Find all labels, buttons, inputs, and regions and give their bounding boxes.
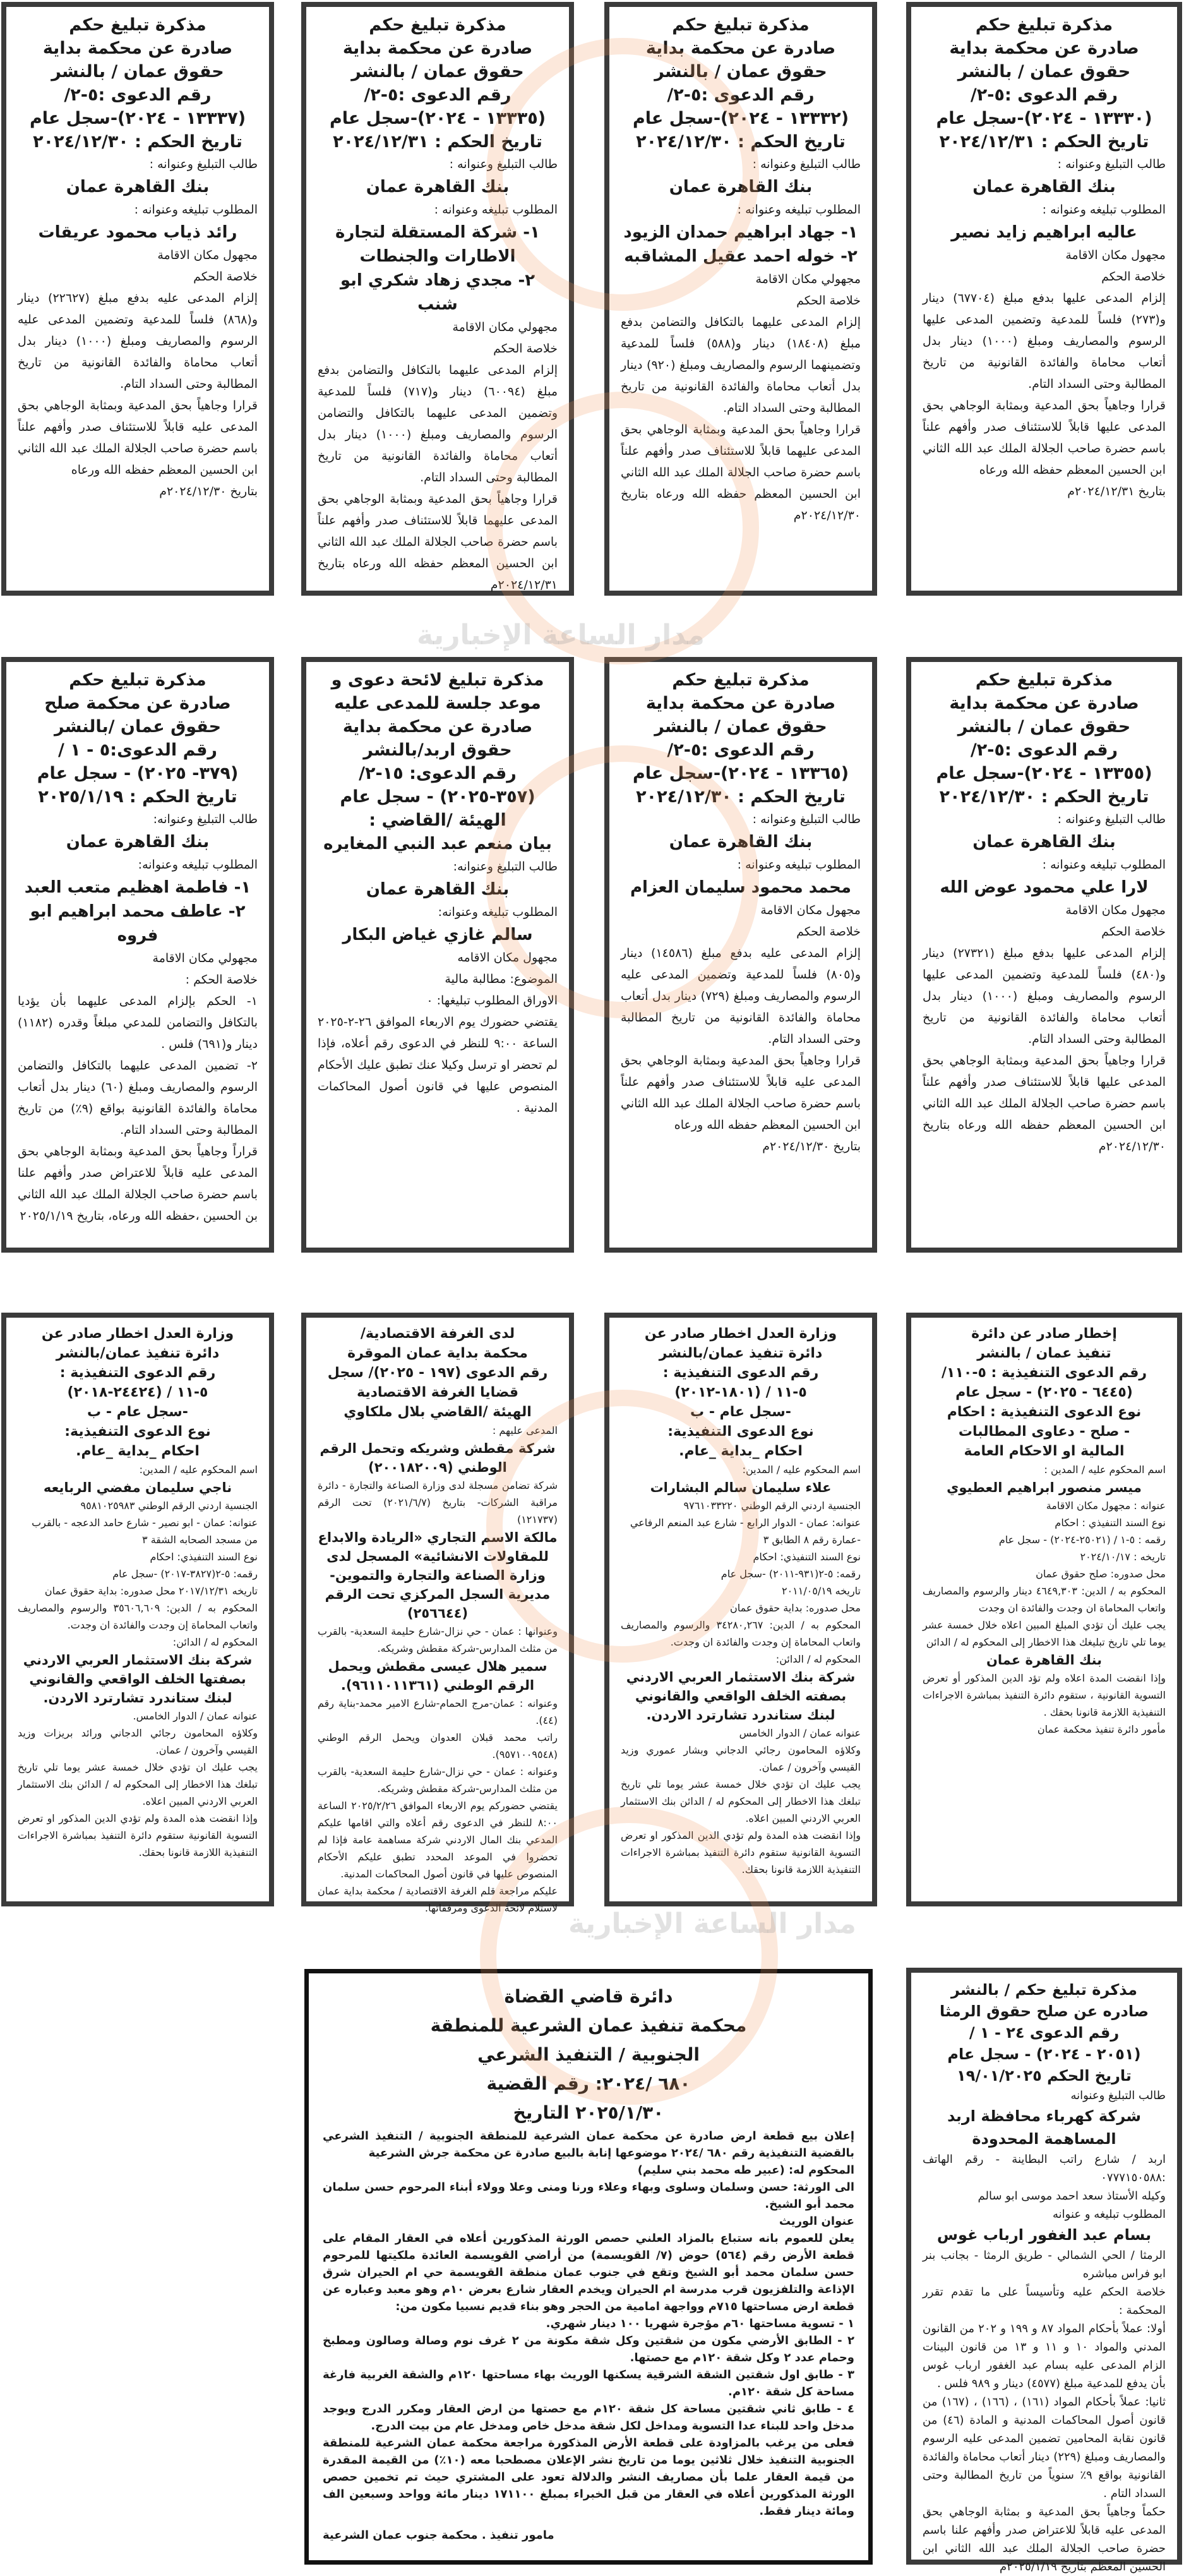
notice-heading-line: حقوق عمان /بالنشر <box>54 717 222 737</box>
notice-heading-line: -سجل عام - ب <box>87 1404 188 1420</box>
body-paragraph: عنوانه عمان / الدوار الخامس. <box>133 1710 258 1722</box>
notice-heading-line: نوع الدعوى التنفيذية : احكام <box>947 1404 1142 1420</box>
field-label: المطلوب تبليغه وعنوانه : <box>134 203 258 217</box>
notice-heading-line: صادرة عن محكمة بداية <box>342 39 533 58</box>
field-label: المطلوب تبليغه وعنوانه : <box>737 858 861 872</box>
legal-notice <box>1 1313 274 1906</box>
body-paragraph: قرارا وجاهياً بحق المدعية وبمثابة الوجاهي بحق المدعى عليها قابلاً للاستئناف صدر وأفهم علناً باسم حضرة صاحب الجلالة الملك عبد الله الثاني ابن الحسين المعظم حفظه الله ورعاه <box>923 399 1166 477</box>
party-name: شركة بنك الاستثمار العربي الاردني بصفتها الخلف الواقعي والقانوني لبنك ستاندرد تشارترد الاردن. <box>23 1652 253 1706</box>
party-name: ٢- مجدي زهاد شكري ابو شنب <box>340 271 535 314</box>
field-label: نوع السند التنفيذي: احكام <box>753 1551 861 1563</box>
field-label: مجهول مكان الاقامة <box>1065 903 1166 917</box>
notice-heading-line: حقوق عمان / بالنشر <box>351 62 524 81</box>
field-label: تاريخه ٢٠١١/٠٥/١٩ <box>781 1585 861 1597</box>
party-name: بنك القاهرة عمان <box>669 178 813 196</box>
field-label: المطلوب تبليغه وعنوانه : <box>434 203 558 217</box>
notice-heading-line: تاريخ الحكم : ٢٠٢٥/١/١٩ <box>38 787 237 807</box>
notice-heading-line: وزارة العدل اخطار صادر عن <box>644 1326 837 1342</box>
field-label: المطلوب تبليغه وعنوانه: <box>438 905 558 919</box>
field-label: الجنسية اردني الرقم الوطني ٩٥٨١٠٢٥٩٨٣ <box>80 1500 258 1512</box>
legal-notice <box>604 657 877 1253</box>
notice-heading-line: نوع الدعوى التنفيذية: <box>667 1424 814 1440</box>
field-label: نوع السند التنفيذي: احكام <box>150 1551 258 1563</box>
body-paragraph: ١- الحكم بإلزام المدعى عليهما بأن يؤديا بالتكافل والتضامن للمدعي مبلغاً وقدره (١١٨٢) دينار و(٦٩١) فلس . <box>18 994 258 1051</box>
field-label: مجهول مكان الاقامة <box>157 248 258 262</box>
body-paragraph: يجب عليك أن تؤدي المبلغ المبين اعلاه خلال خمسة عشر يوما تلي تاريخ تبليغك هذا الاخطار إلى المحكوم له / الدائن <box>923 1619 1166 1648</box>
notice-heading-line: الهيئة /القاضي بلال ملكاوي <box>344 1404 532 1420</box>
party-name: ميسر منصور ابراهيم العطيوي <box>947 1480 1142 1495</box>
body-paragraph: عليكم مراجعة قلم الغرفة الاقتصادية / محكمة بداية عمان لاستلام لائحة الدعوى ومرفقاتها. <box>318 1885 558 1914</box>
notice-heading-line: تاريخ الحكم : ٢٠٢٤/١٢/٣١ <box>333 132 542 152</box>
notice-heading-line: ٥-١١ / (٢٤٤٢٤-٢٠١٨) <box>67 1385 208 1400</box>
body-paragraph: إلزام المدعى عليهما بالتكافل والتضامن بدفع مبلغ (١٨٤٠٨) دينار و(٥٨٨) فلساً للمدعية وتضمينهما الرسوم والمصاريف ومبلغ (٩٢٠) دينار بدل أتعاب محاماة والفائدة القانونية من تاريخ المطالبة وحتى السداد التام. <box>621 315 861 415</box>
field-label: تاريخه ٢٠١٧/١٢/٣١ محل صدوره: بداية حقوق عمان <box>44 1585 258 1597</box>
notice-heading-line: احكام _بداية _عام. <box>679 1443 803 1459</box>
notice-heading-line: صادرة عن محكمة بداية <box>949 39 1139 58</box>
body-paragraph: حكماً وجاهياً بحق المدعية و بمثابة الوجاهي بحق المدعى عليه قابلاً للاعتراض صدر وأفهم علنا باسم حضرة صاحب الجلالة الملك عبد الله الثاني ابن الحسين المعظم بتاريخ ٢٠٢٥/١/١٩م <box>923 2505 1166 2573</box>
watermark-logo-text: مدار الساعة الإخبارية <box>417 619 705 651</box>
field-label: خلاصة الحكم <box>193 270 258 284</box>
notice-heading-line: (١٣٣٣٢ - ٢٠٢٤)-سجل عام <box>632 109 849 128</box>
notice-heading-line: مذكرة تبليغ حكم / بالنشر <box>950 1981 1138 1999</box>
body-paragraph: قرارا وجاهياً بحق المدعية وبمثابة الوجاهي بحق المدعى عليهما قابلاً للاستئناف صدر وأفهم علناً باسم حضرة صاحب الجلالة الملك عبد الله الثاني ابن الحسين المعظم حفظه الله ورعاه بتاريخ ٢٠٢٤/١٢/٣١م <box>318 492 558 592</box>
notice-heading-line: رقم الدعوى التنفيذية : <box>59 1365 216 1381</box>
notice-heading-line: الجنوبية / التنفيذ الشرعي <box>477 2044 700 2065</box>
notice-heading-line: رقم الدعوى: ١٥-٢/ <box>359 764 517 783</box>
notice-heading-line: (٣٧٩- ٢٠٢٥) - سجل عام <box>37 764 239 783</box>
body-paragraph: وعنوانها : عمان - حي نزال-شارع حليمة السعدية- بالقرب من مثلث المدارس-شركة مقطش وشريكه. <box>318 1625 558 1654</box>
party-name: لارا علي محمود عوض الله <box>940 878 1149 897</box>
notice-heading-line: رقم الدعوى :٥-٢/ <box>667 85 815 105</box>
field-label: الاوراق المطلوب تبليغها: ٠ <box>426 994 558 1008</box>
party-name: شركة كهرباء محافظة اربد المساهمة المحدودة <box>947 2107 1141 2148</box>
notice-heading-line: مذكرة تبليغ حكم <box>975 670 1113 690</box>
notice-heading-line: (١٣٣٦٥ - ٢٠٢٤)-سجل عام <box>632 764 849 783</box>
notice-heading-line: محكمة تنفيذ عمان الشرعية للمنطقة <box>430 2015 747 2036</box>
field-label: نوع السند التنفيذي : احكام <box>1055 1517 1166 1529</box>
notice-heading-line: حقوق عمان / بالنشر <box>654 62 827 81</box>
field-label: عنوانه: عمان - ابو نصير - شارع حامد الدعجه - بالقرب من مسجد الصحابه الشقة ٣ <box>32 1517 258 1546</box>
body-paragraph: قرارا وجاهياً بحق المدعية وبمثابة الوجاهي بحق المدعى عليه قابلاً للاستئناف صدر وأفهم علناً باسم حضرة صاحب الجلالة الملك عبد الله الثاني ابن الحسين المعظم حفظه الله ورعاه <box>621 1054 861 1132</box>
party-name: سالم غازي غياض البكار <box>342 925 533 944</box>
notice-heading-line: تنفيذ عمان / بالنشر <box>977 1345 1111 1361</box>
party-name: ١- فاطمة اهظيم متعب العبد <box>24 878 251 897</box>
field-label: مأمور دائرة تنفيذ محكمة عمان <box>1037 1723 1166 1735</box>
field-label: طالب التبليغ وعنوانه : <box>1057 157 1166 171</box>
notice-heading-line: مذكرة تبليغ حكم <box>69 670 206 690</box>
notice-heading-line: -سجل عام - ب <box>690 1404 791 1420</box>
body-paragraph: وكلاؤه المحامون رجائي الدجاني وبشار عموري وزيد القيسي وآخرون / عمان. <box>621 1744 861 1773</box>
party-name: بنك القاهرة عمان <box>66 833 210 852</box>
body-paragraph: وعنوانه : عمان-مرج الحمام-شارع الامير محمد-بناية رقم (٤٤). <box>318 1697 558 1726</box>
body-paragraph: وكلاؤه المحامون رجائي الدجاني ورائد بريزات وزيد القيسي وآخرون / عمان. <box>18 1727 258 1756</box>
party-name: محمد محمود سليمان العزام <box>630 878 852 897</box>
field-label: المطلوب تبليغه وعنوانه: <box>138 858 258 872</box>
field-label: طالب التبليغ وعنوانه : <box>752 157 861 171</box>
legal-notice <box>906 1313 1182 1906</box>
party-name: بنك القاهرة عمان <box>972 178 1116 196</box>
field-label: طالب التبليغ وعنوانه : <box>752 812 861 826</box>
body-paragraph: إلزام المدعى عليهما بالتكافل والتضامن بدفع مبلغ (٦٠٠٩٤) دينار و(٧١٧) فلساً للمدعية وتضمين المدعى عليهما بالتكافل والتضامن الرسوم والمصاريف ومبلغ (١٠٠٠) دينار بدل أتعاب محاماة والفائدة القانونية من تاريخ المطالبة وحتى السداد التام. <box>318 363 558 485</box>
legal-notice <box>1 657 274 1253</box>
body-paragraph: وإذا انقضت المدة اعلاه ولم تؤد الدين المذكور أو تعرض التسوية القانونية ، ستقوم دائرة التنفيذ بمباشرة الاجراءات التنفيذية اللازمة قانونا بحقك . <box>923 1672 1166 1718</box>
field-label: رقمه : ٥-١ / (٢٥٠٢١-٢٠٢٤) - سجل عام <box>998 1534 1166 1546</box>
body-paragraph: وإذا انقضت هذه المدة ولم تؤدي الدين المذكور او تعرض التسوية القانونية ستقوم دائرة التنفيذ بمباشرة الاجراءات التنفيذية اللازمة قانونا بحقك. <box>18 1812 258 1858</box>
party-name: شركة مقطش وشريكه وتحمل الرقم الوطني (٢٠٠١٨٢٠٠٩) <box>320 1441 556 1475</box>
notice-heading-line: رقم الدعوى :٥-٢/ <box>364 85 511 105</box>
body-paragraph: قرارا وجاهياً بحق المدعية وبمثابة الوجاهي بحق المدعى عليهما قابلاً للاستئناف صدر وأفهم علناً باسم حضرة صاحب الجلالة الملك عبد الله الثاني ابن الحسين المعظم حفظه الله ورعاه بتاريخ ٢٠٢٤/١٢/٣٠م <box>621 423 861 522</box>
notice-heading-line: تاريخ الحكم : ٢٠٢٤/١٢/٣٠ <box>33 132 242 152</box>
field-label: خلاصة الحكم : <box>185 973 258 987</box>
field-label: رقمه: ٥-٢(٣٨٢٧-٢٠١٧) -سجل عام <box>112 1568 258 1580</box>
field-label: خلاصة الحكم <box>796 925 861 939</box>
notice-heading-line: حقوق عمان / بالنشر <box>957 717 1131 737</box>
notice-heading-line: تاريخ الحكم : ٢٠٢٤/١٢/٣٠ <box>636 132 846 152</box>
notice-heading-line: رقم الدعوى :٥-٢/ <box>970 85 1118 105</box>
party-name: بنك القاهرة عمان <box>986 1652 1102 1668</box>
notice-heading-line: رقم الدعوى (١٩٧ - ٢٠٢٥)/ سجل <box>327 1365 548 1381</box>
body-paragraph: يجب عليك ان تؤدي خلال خمسة عشر يوما تلي تاريخ تبلغك هذا الاخطار إلى المحكوم له / الدائن بنك الاستثمار العربي الاردني المبين اعلاه. <box>18 1761 258 1807</box>
field-label: اسم المحكوم عليه / المدين: <box>139 1464 258 1476</box>
field-label: اسم المحكوم عليه / المدين : <box>1044 1464 1166 1476</box>
field-label: المحكوم له / الدائن: <box>172 1636 258 1648</box>
body-paragraph: إلزام المدعى عليه بدفع مبلغ (٢٢٦٢٧) دينار و(٨٦٨) فلساً للمدعية وتضمين المدعى عليه الرسوم والمصاريف ومبلغ (١٠٠٠) دينار بدل أتعاب محاماة والفائدة القانونية من تاريخ المطالبة وحتى السداد التام. <box>18 291 258 391</box>
body-paragraph: المحكوم به / الدين: ٤٦٤٩,٣٠٣ دينار والرسوم والمصاريف واتعاب المحاماة ان وجدت والفائدة ان وجدت <box>923 1585 1166 1614</box>
body-paragraph: المحكوم به / الدين: ٣٥٦٠٦,٦٠٩ والرسوم والمصاريف واتعاب المحاماة إن وجدت والفائدة ان وجدت. <box>18 1602 258 1631</box>
notice-heading-line: (١٣٣٣٧ - ٢٠٢٤)-سجل عام <box>29 109 246 128</box>
party-name: ٢- عاطف محمد ابراهيم ابو فروه <box>30 902 246 945</box>
field-label: خلاصة الحكم <box>1101 270 1166 284</box>
field-label: المحكوم له / الدائن: <box>775 1653 861 1665</box>
field-label: الموضوع: مطالبة مالية <box>445 972 558 986</box>
body-paragraph: المحكوم له: (عبير طه محمد بني سليم) <box>637 2164 854 2177</box>
notice-heading-line: محكمة بداية عمان الموقرة <box>347 1345 528 1361</box>
field-label: محل صدوره: بداية حقوق عمان <box>730 1602 861 1614</box>
party-name: علاء سليمان سالم البشارات <box>650 1480 832 1495</box>
notice-heading-line: دائرة تنفيذ عمان/بالنشر <box>659 1345 823 1361</box>
field-label: المطلوب تبليغه وعنوانه : <box>1042 858 1166 872</box>
field-label: طالب التبليغ وعنوانه: <box>153 812 258 826</box>
notice-heading-line: تاريخ الحكم : ٢٠٢٤/١٢/٣١ <box>939 132 1149 152</box>
field-label: الجنسية اردني الرقم الوطني ٩٧٦١٠٣٣٢٢٠ <box>683 1500 861 1512</box>
field-label: المدعى عليهم : <box>492 1424 558 1436</box>
field-label: بتاريخ ٢٠٢٤/١٢/٣٠م <box>762 1140 861 1153</box>
notice-heading-line: صادرة عن محكمة بداية <box>645 39 836 58</box>
notice-heading-line: حقوق عمان / بالنشر <box>654 717 827 737</box>
legal-notice <box>301 2 574 596</box>
notice-heading-line: صادره عن صلح حقوق الرمثا <box>939 2002 1149 2020</box>
legal-notice <box>906 1968 1182 2573</box>
notice-heading-line: صادرة عن محكمة بداية <box>42 39 233 58</box>
notice-heading-line: - صلح - دعاوى المطالبات <box>958 1424 1130 1440</box>
field-label: طالب التبليغ وعنوانه : <box>1057 812 1166 826</box>
field-label: خلاصة الحكم <box>493 342 558 356</box>
notice-heading-line: رقم الدعوى :٥-٢/ <box>667 740 815 760</box>
body-paragraph: خلاصة الحكم عليه وتأسيساً على ما تقدم تقرر المحكمة : <box>923 2285 1166 2317</box>
field-label: المطلوب تبليغه وعنوانه : <box>1042 203 1166 217</box>
notice-heading-line: دائرة قاضي القضاة <box>504 1986 673 2007</box>
notice-heading-line: حقوق اربد/بالنشر <box>363 740 512 760</box>
field-label: خلاصة الحكم <box>796 294 861 308</box>
body-paragraph: إلزام المدعى عليها بدفع مبلغ (٢٧٣٢١) دينار و(٤٨٠) فلساً للمدعية وتضمين المدعى عليها الرسوم والمصاريف ومبلغ (١٠٠٠) دينار بدل أتعاب محاماة والفائدة القانونية من تاريخ المطالبة وحتى السداد التام. <box>923 946 1166 1046</box>
body-paragraph: راتب محمد قبلان العدوان ويحمل الرقم الوطني (٩٥٧١٠٠٩٥٤٨). <box>318 1731 558 1760</box>
notice-heading-line: (٣٥٧-٢٠٢٥) - سجل عام <box>340 787 535 807</box>
body-paragraph: فعلى من يرغب بالمزاودة على قطعة الأرض المذكورة مراجعة محكمة عمان الشرعية للمنطقة الجنوبية التنفيذ خلال ثلاثين يوما من تاريخ نشر الإعلان مصطحبا معه (١٠٪) من القيمة المقدرة من قيمة العقار علما بأن مصاريف النشر والدلالة تعود على المشتري حيث تم تخمين حصص الورثة المذكورين أعلاه في العقار من قبل الخبراء بمبلغ ١٧١١٠٠ دينار مائة وواحد وسبعين الف ومائة دينار فقط. <box>323 2436 854 2518</box>
party-name: مالكة الاسم التجاري «الريادة والابداع للمقاولات الانشائية» المسجل لدى وزارة الصناعة والتجارة والتموين- مديرية السجل المركزي تحت الرقم (٢٥٦٦٤٤) <box>318 1530 558 1621</box>
party-name: شركة بنك الاستثمار العربي الاردني بصفته الخلف الواقعي والقانوني لبنك ستاندرد تشارترد الاردن. <box>626 1670 856 1723</box>
field-label: تاريخه : ٢٠٢٤/١٠/١٧ <box>1080 1551 1166 1563</box>
notice-heading-line: الهيئة /القاضي : <box>369 810 506 830</box>
body-paragraph: إلزام المدعى عليها بدفع مبلغ (٦٧٧٠٤) دينار و(٢٧٣) فلساً للمدعية وتضمين المدعى عليها الرسوم والمصاريف ومبلغ (١٠٠٠) دينار بدل أتعاب محاماة والفائدة القانونية من تاريخ المطالبة وحتى السداد التام. <box>923 291 1166 391</box>
notice-heading-line: المالية او الاحكام العامة <box>964 1443 1125 1459</box>
notice-heading-line: صادرة عن محكمة صلح <box>44 694 231 713</box>
notice-heading-line: مذكرة تبليغ حكم <box>672 15 810 35</box>
field-label: خلاصة الحكم <box>1101 925 1166 939</box>
body-paragraph: ٢- تضمين المدعى عليهما بالتكافل والتضامن الرسوم والمصاريف ومبلغ (٦٠) دينار بدل أتعاب محاماة والفائدة القانونية بواقع (٩٪) من تاريخ المطالبة وحتى السداد التام. <box>18 1059 258 1137</box>
legal-notice <box>906 2 1182 596</box>
field-label: عنوانه: عمان - الدوار الرابع - شارع عبد المنعم الرفاعي -عمارة رقم ٨ الطابق ٣ <box>630 1517 861 1546</box>
field-label: مجهولي مكان الاقامة <box>152 951 258 965</box>
notice-heading-line: تاريخ الحكم ١٩/٠١/٢٠٢٥ <box>957 2067 1132 2085</box>
body-paragraph: قرارا وجاهياً بحق المدعية وبمثابة الوجاهي بحق المدعى عليه قابلاً للاستئناف صدر وأفهم علناً باسم حضرة صاحب الجلالة الملك عبد الله الثاني ابن الحسين المعظم حفظه الله ورعاه <box>18 399 258 477</box>
notice-heading-line: احكام _بداية _عام. <box>76 1443 200 1459</box>
party-name: بيان منعم عبد النبي المغايره <box>323 834 552 853</box>
notice-heading-line: (٦٤٤٥ - ٢٠٢٥) - سجل عام <box>955 1385 1133 1400</box>
body-paragraph: وكيله الأستاذ سعد احمد موسى ابو سالم <box>978 2189 1166 2203</box>
notice-heading-line: لدى الغرفة الاقتصادية/ <box>360 1326 515 1342</box>
notice-heading-line: رقم الدعوى :٥-٢/ <box>64 85 212 105</box>
field-label: بتاريخ ٢٠٢٤/١٢/٣٠م <box>159 485 258 498</box>
legal-notice <box>301 1313 574 1914</box>
legal-notice <box>906 657 1182 1253</box>
party-name: عاليه ابراهيم زايد نصير <box>951 223 1137 242</box>
notice-heading-line: نوع الدعوى التنفيذية: <box>64 1424 211 1440</box>
notice-heading-line: حقوق عمان / بالنشر <box>51 62 224 81</box>
body-paragraph: عنوان الوريث <box>779 2215 854 2228</box>
body-paragraph: إعلان بيع قطعة ارض صادرة عن محكمة عمان الشرعية للمنطقة الجنوبية / التنفيذ الشرعي بالقضية التنفيذية رقم ٦٨٠ /٢٠٢٤ موضوعها إنابة بالبيع صادرة عن محكمة جرش الشرعية <box>323 2129 854 2160</box>
field-label: مجهول مكان الاقامة <box>1065 248 1166 262</box>
body-paragraph: عنوانه عمان / الدوار الخامس <box>739 1727 861 1739</box>
party-name: ١- جهاد ابراهيم حمدان الزيود <box>623 223 858 242</box>
field-label: اسم المحكوم عليه / المدين: <box>742 1464 861 1476</box>
field-label: مجهول مكان الاقامه <box>457 951 558 965</box>
notice-heading-line: مذكرة تبليغ لائحة دعوى و <box>331 670 544 690</box>
party-name: بنك القاهرة عمان <box>366 880 510 899</box>
body-paragraph: قراراً وجاهياً بحق المدعية وبمثابة الوجاهي بحق المدعى عليه قابلاً للاعتراض صدر وأفهم علنا باسم حضرة صاحب الجلالة الملك عبد الله الثاني بن الحسين ،حفظه الله ورعاه، بتاريخ ٢٠٢٥/١/١٩ <box>18 1145 258 1223</box>
notice-heading-line: مذكرة تبليغ حكم <box>975 15 1113 35</box>
notice-heading-line: مذكرة تبليغ حكم <box>672 670 810 690</box>
field-label: المطلوب تبليغه وعنوانه : <box>737 203 861 217</box>
notice-heading-line: صادرة عن محكمة بداية <box>342 717 533 737</box>
body-paragraph: قرارا وجاهياً بحق المدعية وبمثابة الوجاهي بحق المدعى عليها قابلاً للاستئناف صدر وأفهم علناً باسم حضرة صاحب الجلالة الملك عبد الله الثاني ابن الحسين المعظم حفظه الله ورعاه بتاريخ ٢٠٢٤/١٢/٣٠م <box>923 1054 1166 1153</box>
notice-heading-line: رقم الدعوى ٢٤ - ١ / <box>969 2024 1120 2042</box>
body-paragraph: ٤ - طابق ثاني شقتين مساحة كل شقة ١٢٠م مع حصتها من ارض العقار ومكرر الدرج ويوجد مدخل واحد للبناء عدا التسوية ومداخل لكل شقة مدخل خاص ومدخل عام من بيت الدرج. <box>323 2402 854 2433</box>
legal-notice <box>1 2 274 596</box>
notice-heading-line: وزارة العدل اخطار صادر عن <box>41 1326 234 1342</box>
party-name: بسام عبد الغفور ارباب غوس <box>936 2226 1152 2244</box>
party-name: بنك القاهرة عمان <box>66 178 210 196</box>
party-name: بنك القاهرة عمان <box>972 833 1116 852</box>
body-paragraph: يعلن للعموم بانه ستباع بالمزاد العلني حصص الورثة المذكورين أعلاه في العقار المقام على قطعة الأرض رقم (٥٦٤) حوض (٧/ القويسمة) من أراضي القويسمة العائدة ملكيتها للمرحوم حسن سلمان محمد أبو الشيخ وتقع في جنوب عمان منطقة القويسمة حي ام الحيران شرق الإذاعة والتلفزيون قرب مدرسة ام الحيران ويخدم العقار شارع بعرض ١٠م وهو معبد وعباره عن قطعة ارض مساحتها ٧١٥م وواجهة امامية من الحجر وهو بناء قديم نسبيا مكون من: <box>323 2232 854 2313</box>
notice-heading-line: صادرة عن محكمة بداية <box>645 694 836 713</box>
field-label: مجهول مكان الاقامة <box>760 903 861 917</box>
notice-heading-line: رقم الدعوى:٥ - ١ / <box>58 740 217 760</box>
notice-heading-line: ٥-١١ / (١٨٠١-٢٠١٢) <box>674 1385 807 1400</box>
notice-heading-line: مذكرة تبليغ حكم <box>369 15 506 35</box>
body-paragraph: ١ - تسوية مساحتها ٦٠م مؤجرة شهريا ١٠٠ دينار شهري. <box>546 2317 854 2330</box>
field-label: طالب التبليغ وعنوانه: <box>453 860 558 874</box>
body-paragraph: ثانيا: عملاً بأحكام المواد (١٦١) ، (١٦٦) ، (١٦٧) من قانون أصول المحاكمات المدنية و المادة (٤٦) من قانون نقابة المحامين تضمين المدعى عليه الرسوم والمصاريف ومبلغ (٢٢٩) دينار أتعاب محاماة والفائدة القانونية بواقع ٩٪ سنوياً من تاريخ المطالبة وحتى السداد التام . <box>923 2395 1166 2500</box>
field-label: محل صدوره: صلح حقوق عمان <box>1036 1568 1166 1580</box>
party-name: بنك القاهرة عمان <box>669 833 813 852</box>
party-name: ناجي سليمان مفضي الربايعه <box>43 1480 232 1495</box>
body-paragraph: الى الورثة: حسن وسلمان وسلوى وبهاء وعلاء ورنا ومنى وعلا وولاء أبناء المرحوم حسن سلمان محمد أبو الشيخ. <box>323 2181 854 2211</box>
notice-heading-line: قضايا الغرفة الاقتصادية <box>357 1385 518 1400</box>
notice-heading-line: تاريخ الحكم : ٢٠٢٤/١٢/٣٠ <box>939 787 1149 807</box>
notice-heading-line: دائرة تنفيذ عمان/بالنشر <box>56 1345 220 1361</box>
legal-notice <box>304 1969 873 2565</box>
watermark-logo-text: مدار الساعة الإخبارية <box>568 1908 856 1940</box>
party-name: سمير هلال عيسى مقطش ويحمل الرقم الوطني (٩٦١١٠١١٣٦١). <box>328 1659 547 1693</box>
body-paragraph: اربد / شارع راتب البطاينة - رقم الهاتف :٠٧٧٧١٥٠٥٨٨ <box>923 2153 1166 2184</box>
body-paragraph: ٣ - طابق اول شقتين الشقة الشرقية يسكنها الوريث بهاء مساحتها ١٢٠م والشقة الغربية فارغة مساحة كل شقة ١٢٠م. <box>323 2368 854 2398</box>
field-label: طالب التبليغ وعنوانه : <box>449 157 558 171</box>
field-label: بتاريخ ٢٠٢٤/١٢/٣١م <box>1067 485 1166 498</box>
field-label: طالب التبليغ وعنوانه <box>1070 2089 1166 2102</box>
legal-notice <box>604 1313 877 1906</box>
party-name: ١- شركة المستقلة لتجارة الاطارات والجنطات <box>335 223 540 266</box>
body-paragraph: شركة تضامن مسجلة لدى وزارة الصناعة والتجارة - دائرة مراقبة الشركات- بتاريخ (٢٠٢١/٦/٧) تحت الرقم (١٢١٧٣٧) <box>318 1479 558 1526</box>
field-label: مجهولي مكان الاقامة <box>452 320 558 334</box>
body-paragraph: وإذا انقضت هذه المدة ولم تؤدي الدين المذكور او تعرض التسوية القانونية ستقوم دائرة التنفيذ بمباشرة الاجراءات التنفيذية اللازمة قانونا بحقك. <box>621 1829 861 1875</box>
notice-heading-line: مذكرة تبليغ حكم <box>69 15 206 35</box>
body-paragraph: أولا: عملاً بأحكام المواد ٨٧ و ١٩٩ و ٢٠٢ من القانون المدني والمواد ١٠ و ١١ و ١٣ من قانون البينات الزام المدعى عليه بسام عبد الغفور ارباب غوس بأن يدفع للمدعية مبلغ (٤٥٧٧) دينار و ٩٨٩ فلس . <box>923 2322 1166 2390</box>
party-name: رائد ذياب محمود عريقات <box>38 223 237 242</box>
field-label: رقمه: ٥-٢(٩٣١-٢٠١١) -سجل عام <box>721 1568 861 1580</box>
body-paragraph: الرمثا / الحي الشمالي - طريق الرمثا - بجانب بنر ابو فراس مباشره <box>923 2249 1166 2280</box>
signature-line: مامور تنفيذ . محكمة جنوب عمان الشرعية <box>323 2529 554 2542</box>
legal-notice <box>301 657 574 1253</box>
party-name: ٢- خوله احمد عقيل المشاقبه <box>624 247 858 266</box>
notice-heading-line: (١٣٣٣٠ - ٢٠٢٤)-سجل عام <box>936 109 1152 128</box>
notice-heading-line: (١٣٣٥٥ - ٢٠٢٤)-سجل عام <box>936 764 1152 783</box>
notice-heading-line: إخطار صادر عن دائرة <box>971 1326 1117 1342</box>
body-paragraph: يقتضي حضورك يوم الاربعاء الموافق ٢٦-٢-٢٠٢٥ الساعة ٩:٠٠ للنظر في الدعوى رقم أعلاه، فإذا لم تحضر او ترسل وكيلا عنك تطبق عليك الأحكام المنصوص عليها في قانون أصول المحاكمات المدنية . <box>318 1015 558 1115</box>
notice-heading-line: رقم الدعوى التنفيذية : <box>662 1365 819 1381</box>
legal-notice <box>604 2 877 596</box>
field-label: طالب التبليغ وعنوانه : <box>149 157 258 171</box>
body-paragraph: وعنوانه : عمان - حي نزال-شارع حليمة السعدية- بالقرب من مثلث المدارس-شركة مقطش وشريكه. <box>318 1766 558 1795</box>
field-label: مجهولي مكان الاقامة <box>755 272 861 286</box>
notice-heading-line: ٦٨٠ /٢٠٢٤: رقم القضية <box>486 2073 691 2094</box>
body-paragraph: يقتضي حضوركم يوم الاربعاء الموافق ٢٠٢٥/٢/٢٦ الساعة ٨:٠٠ للنظر في الدعوى رقم أعلاه والتي اقامها عليكم المدعي بنك المال الاردني شركة مساهمة عامة فإذا لم تحضروا في الموعد المحدد تطبق عليكم الأحكام المنصوص عليها في قانون أصول المحاكمات المدنية. <box>318 1800 558 1880</box>
notice-heading-line: تاريخ الحكم : ٢٠٢٤/١٢/٣٠ <box>636 787 846 807</box>
party-name: بنك القاهرة عمان <box>366 178 510 196</box>
notice-heading-line: (٢٠٥١ - ٢٠٢٤) - سجل عام <box>947 2045 1141 2063</box>
notice-heading-line: رقم الدعوى التنفيذية : ٥-١١٠/ <box>941 1365 1147 1381</box>
notice-heading-line: موعد جلسة للمدعى عليه <box>334 694 541 713</box>
notice-heading-line: ٢٠٢٥/١/٣٠ التاريخ <box>513 2102 664 2123</box>
notice-heading-line: (١٣٣٣٥ - ٢٠٢٤)-سجل عام <box>329 109 546 128</box>
body-paragraph: ٢ - الطابق الأرضي مكون من شقتين وكل شقة مكونة من ٢ غرف نوم وصالة وصالون ومطبخ وحمام عدد ٢ وكل شقة ١٢٠م مع حصتها. <box>323 2334 854 2364</box>
field-label: عنوانه : مجهول مكان الاقامة <box>1046 1500 1166 1512</box>
notice-heading-line: صادرة عن محكمة بداية <box>949 694 1139 713</box>
body-paragraph: يجب عليك ان تؤدي خلال خمسة عشر يوما تلي تاريخ تبلغك هذا الاخطار إلى المحكوم له / الدائن بنك الاستثمار العربي الاردني المبين اعلاه. <box>621 1778 861 1824</box>
field-label: المطلوب تبليغه و عنوانه <box>1052 2208 1166 2221</box>
notice-heading-line: رقم الدعوى :٥-٢/ <box>970 740 1118 760</box>
notice-heading-line: حقوق عمان / بالنشر <box>957 62 1131 81</box>
body-paragraph: إلزام المدعى عليه بدفع مبلغ (١٤٥٨٦) دينار و(٨٠٥) فلساً للمدعية وتضمين المدعى عليه الرسوم والمصاريف ومبلغ (٧٢٩) دينار بدل أتعاب محاماة والفائدة القانونية من تاريخ المطالبة وحتى السداد التام. <box>621 946 861 1046</box>
body-paragraph: المحكوم به / الدين: ٣٤٢٨٠,٢٦٧ والرسوم والمصاريف واتعاب المحاماة إن وجدت والفائدة ان وجدت. <box>621 1619 861 1648</box>
